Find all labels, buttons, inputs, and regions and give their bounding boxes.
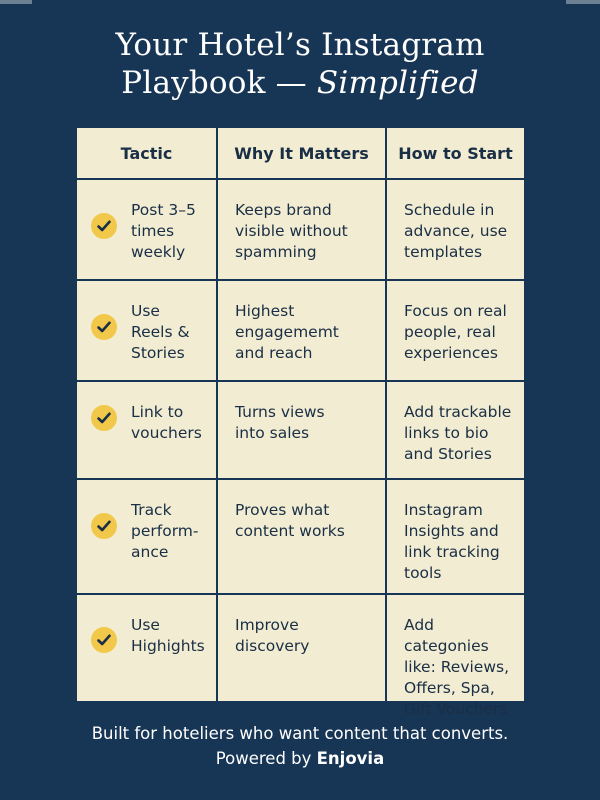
- tactic-cell: [76, 479, 217, 594]
- brand-name: Enjovia: [316, 749, 385, 768]
- table-row: [76, 179, 525, 280]
- footer-tagline: Built for hoteliers who want content that converts.: [91, 724, 509, 743]
- why-text: Highest engagememt and reach: [235, 302, 339, 362]
- checkmark-icon: [91, 405, 117, 431]
- playbook-table-container: [73, 124, 526, 718]
- tactic-text: Use Reels & Stories: [131, 302, 190, 362]
- top-edge-strip-left: [0, 0, 32, 4]
- tactic-cell: [76, 179, 217, 280]
- how-cell: [386, 280, 525, 381]
- how-cell: [386, 594, 525, 721]
- header-how-to-start: How to Start: [386, 127, 525, 179]
- tactic-cell: [76, 594, 217, 721]
- how-text: Add categonies like: Reviews, Offers, Spa, Gift Vouchers: [404, 616, 510, 718]
- checkmark-icon: [91, 513, 117, 539]
- footer-powered-by: [0, 749, 600, 768]
- why-text: Proves what content works: [235, 501, 345, 540]
- top-edge-strip-right: [566, 0, 600, 4]
- checkmark-icon: [91, 314, 117, 340]
- tactic-text: Use Highights: [131, 616, 205, 655]
- table-row: [76, 280, 525, 381]
- why-cell: [217, 594, 386, 721]
- header-why-it-matters: Why It Matters: [217, 127, 386, 179]
- how-text: Schedule in advance, use templates: [404, 201, 508, 261]
- tactic-text: Track perform- ance: [131, 501, 199, 561]
- powered-by-prefix: Powered by: [215, 749, 317, 768]
- checkmark-icon: [91, 213, 117, 239]
- how-text: Instagram Insights and link tracking tools: [404, 501, 500, 582]
- why-cell: [217, 479, 386, 594]
- how-text: Focus on real people, real experiences: [404, 302, 507, 362]
- header-tactic: Tactic: [76, 127, 217, 179]
- title-line-2-prefix: Playbook —: [121, 65, 317, 101]
- table-row: [76, 381, 525, 479]
- how-cell: [386, 179, 525, 280]
- title-line-2: [0, 64, 600, 102]
- checkmark-icon: [91, 627, 117, 653]
- how-cell: [386, 381, 525, 479]
- why-cell: [217, 381, 386, 479]
- tactic-text: Post 3–5 times weekly: [131, 201, 196, 261]
- table-row: [76, 594, 525, 721]
- why-cell: [217, 280, 386, 381]
- why-text: Turns views into sales: [235, 403, 325, 442]
- title-emphasis: Simplified: [316, 65, 479, 101]
- why-text: Keeps brand visible without spamming: [235, 201, 348, 261]
- table-header-row: [76, 127, 525, 179]
- how-text: Add trackable links to bio and Stories: [404, 403, 512, 463]
- tactic-cell: [76, 280, 217, 381]
- tactic-cell: [76, 381, 217, 479]
- why-cell: [217, 179, 386, 280]
- how-cell: [386, 479, 525, 594]
- table-row: [76, 479, 525, 594]
- why-text: Improve discovery: [235, 616, 310, 655]
- tactic-text: Link to vouchers: [131, 403, 202, 442]
- title-line-1: Your Hotel’s Instagram: [115, 27, 485, 63]
- page-title: [0, 26, 600, 102]
- playbook-table: [75, 126, 526, 722]
